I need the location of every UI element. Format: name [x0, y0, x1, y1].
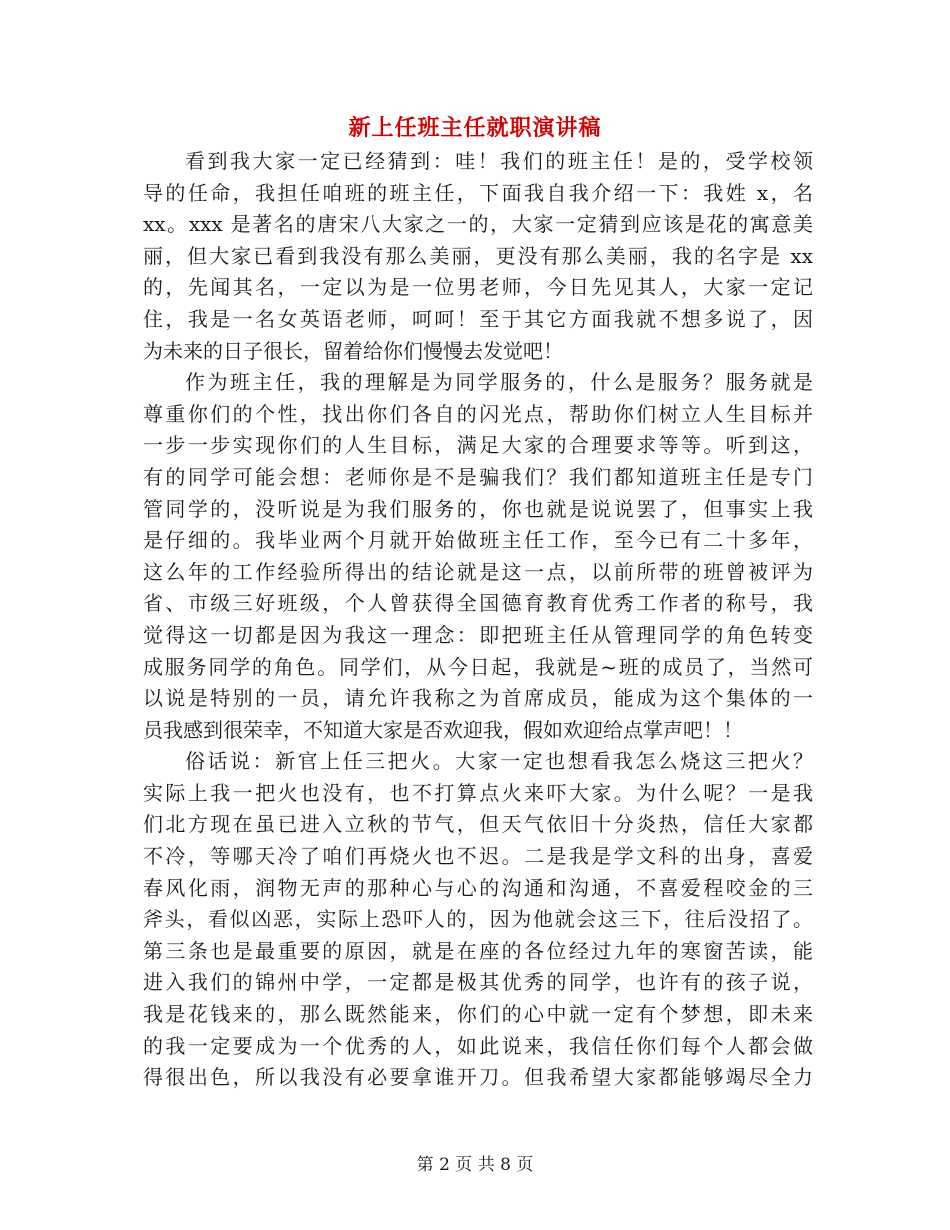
body-line: 得很出色，所以我没有必要拿谁开刀。但我希望大家都能够竭尽全力 — [143, 1065, 813, 1090]
body-line: 有的同学可能会想：老师你是不是骗我们？我们都知道班主任是专门 — [143, 464, 813, 489]
body-line: 们北方现在虽已进入立秋的节气，但天气依旧十分炎热，信任大家都 — [143, 812, 813, 837]
body-line: 看到我大家一定已经猜到：哇！我们的班主任！是的，受学校领 — [185, 149, 813, 173]
body-line: 作为班主任，我的理解是为同学服务的，什么是服务？服务就是 — [185, 370, 813, 395]
body-line: 尊重你们的个性，找出你们各自的闪光点，帮助你们树立人生目标并 — [143, 401, 813, 426]
body-line: 一步一步实现你们的人生目标，满足大家的合理要求等等。听到这， — [143, 433, 813, 458]
body-line: 丽，但大家已看到我没有那么美丽，更没有那么美丽，我的名字是 xx — [143, 243, 813, 268]
body-line: 实际上我一把火也没有，也不打算点火来吓大家。为什么呢？一是我 — [143, 780, 813, 805]
body-line: 管同学的，没听说是为我们服务的，你也就是说说罢了，但事实上我 — [143, 496, 813, 521]
body-line: 住，我是一名女英语老师，呵呵！至于其它方面我就不想多说了，因 — [143, 306, 813, 331]
body-line: 的，先闻其名，一定以为是一位男老师，今日先见其人，大家一定记 — [143, 275, 813, 300]
body-line: 这么年的工作经验所得出的结论就是这一点，以前所带的班曾被评为 — [143, 559, 813, 584]
document-title: 新上任班主任就职演讲稿 — [348, 115, 602, 141]
page-number-footer: 第 2 页 共 8 页 — [416, 1155, 534, 1175]
body-line: 省、市级三好班级，个人曾获得全国德育教育优秀工作者的称号，我 — [143, 591, 813, 616]
body-line: 斧头，看似凶恶，实际上恐吓人的，因为他就会这三下，往后没招了。 — [143, 907, 813, 932]
body-line: 以说是特别的一员，请允许我称之为首席成员，能成为这个集体的一 — [143, 686, 813, 711]
document-body — [143, 146, 813, 1094]
body-line: 导的任命，我担任咱班的班主任，下面我自我介绍一下：我姓 x，名 — [143, 180, 813, 205]
body-line: 员我感到很荣幸，不知道大家是否欢迎我，假如欢迎给点掌声吧！！ — [143, 717, 743, 742]
body-line: 春风化雨，润物无声的那种心与心的沟通和沟通，不喜爱程咬金的三 — [143, 875, 813, 900]
body-line: 我是花钱来的，那么既然能来，你们的心中就一定有个梦想，即未来 — [143, 1002, 813, 1027]
body-line: 进入我们的锦州中学，一定都是极其优秀的同学，也许有的孩子说， — [143, 970, 813, 995]
body-line: 不冷，等哪天冷了咱们再烧火也不迟。二是我是学文科的出身，喜爱 — [143, 844, 813, 869]
body-line: 成服务同学的角色。同学们，从今日起，我就是~班的成员了，当然可 — [143, 654, 813, 679]
body-line: 第三条也是最重要的原因，就是在座的各位经过九年的寒窗苦读，能 — [143, 938, 813, 963]
body-line: 的我一定要成为一个优秀的人，如此说来，我信任你们每个人都会做 — [143, 1033, 813, 1058]
body-line: 为未来的日子很长，留着给你们慢慢去发觉吧！ — [143, 338, 563, 363]
body-line: 觉得这一切都是因为我这一理念：即把班主任从管理同学的角色转变 — [143, 622, 813, 647]
body-line: 是仔细的。我毕业两个月就开始做班主任工作，至今已有二十多年， — [143, 528, 813, 553]
body-line: xx。xxx 是著名的唐宋八大家之一的，大家一定猜到应该是花的寓意美 — [143, 212, 813, 237]
body-line: 俗话说：新官上任三把火。大家一定也想看我怎么烧这三把火？ — [185, 749, 813, 774]
